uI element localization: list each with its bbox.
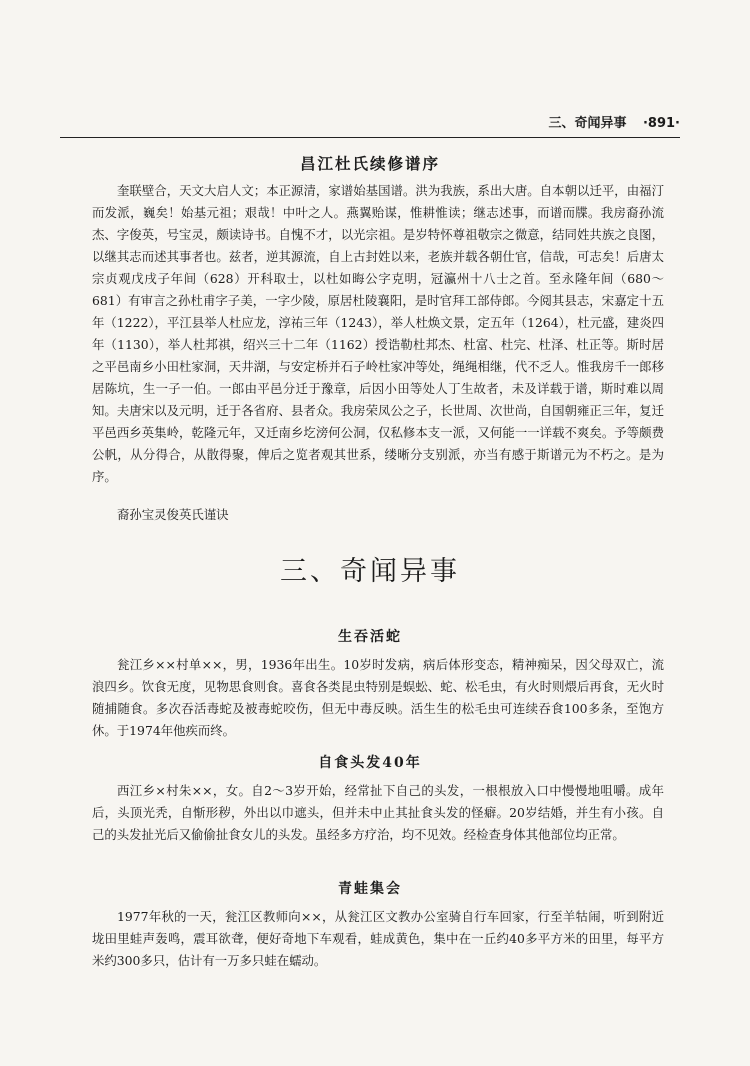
header-section-title: 三、奇闻异事 xyxy=(548,116,627,131)
header-rule xyxy=(60,137,680,138)
preface-signoff: 裔孙宝灵俊英氏谨诀 xyxy=(117,507,229,522)
story-title: 青蛙集会 xyxy=(338,881,402,897)
preface-title: 昌江杜氏续修谱序 xyxy=(299,154,440,173)
story-title: 自食头发40年 xyxy=(318,755,422,771)
story-body: 瓮江乡××村单××，男，1936年出生。10岁时发病，病后体形变态，精神痴呆，因父母双亡，流浪四乡。饮食无度，见物思食则食。喜食各类昆虫特别是蜈蚣、蛇、松毛虫，有火时则煨后再食，无火时随捕随食。多次吞活毒蛇及被毒蛇咬伤，但无中毒反映。活生生的松毛虫可连续吞食100多条，至饱方休。于1974年他疾而终。 xyxy=(92,657,664,738)
page-number: ·891· xyxy=(642,116,680,131)
running-header xyxy=(60,112,680,134)
story-title: 生吞活蛇 xyxy=(338,629,402,645)
chapter-title: 三、奇闻异事 xyxy=(280,556,460,587)
story-body: 1977年秋的一天，瓮江区教师向××，从瓮江区文教办公室骑自行车回家，行至羊牯闹，听到附近垅田里蛙声轰鸣，震耳欲聋，便好奇地下车观看，蛙成黄色，集中在一丘约40多平方米的田里，每平方米约300多只，估计有一万多只蛙在蠕动。 xyxy=(92,909,664,968)
preface-body: 奎联壁合，天文大启人文；本正源清，家谱始基国谱。洪为我族，系出大唐。自本朝以迁平，由福汀而发派，巍矣！始基元祖；艰哉！中叶之人。燕翼贻谋，惟耕惟读；继志述事，而谱而牒。我房裔孙流杰、字俊英，号宝灵，颇读诗书。自愧不才，以光宗祖。是岁特怀尊祖敬宗之微意，结同姓共族之良图，以继其志而述其事者也。兹者，逆其源流，自上古封姓以来，老族并载各朝仕官，信哉，可志矣！后唐太宗贞观戊戌子年间（628）开科取士，以杜如晦公字克明，冠瀛州十八士之首。至永隆年间（680～681）有审言之孙杜甫字子美，一字少陵，原居杜陵襄阳，是时官拜工部侍郎。今阅其县志，宋嘉定十五年（1222），平江县举人杜应龙，淳祐三年（1243），举人杜焕文景，定五年（1264），杜元盛，建炎四年（1130），举人杜邦祺，绍兴三十二年（1162）授诰勒杜邦杰、杜富、杜完、杜泽、杜正等。斯时居之平邑南乡小田杜家洞，天井湖，与安定桥并石子岭杜家冲等处，绳绳相继，代不乏人。惟我房千一郎移居陈坑，生一子一伯。一郎由平邑分迁于豫章，后因小田等处人丁生故者，未及详载于谱，斯时难以周知。夫唐宋以及元明，迁于各省府、县者众。我房荣凤公之子，长世周、次世尚，自国朝雍正三年，复迁平邑西乡英集岭，乾隆元年，又迁南乡圪滂何公洞，仅私修本支一派，又何能一一详载不爽矣。予等颇费公帆，从分得合，从散得聚，俾后之览者观其世系，缕晰分支别派，亦当有感于斯谱元为不朽之。是为序。 xyxy=(92,183,664,484)
story-body: 西江乡×村朱××，女。自2～3岁开始，经常扯下自己的头发，一根根放入口中慢慢地咀嚼。成年后，头顶光秃，自惭形秽，外出以巾遮头，但并未中止其扯食头发的怪癖。20岁结婚，并生有小孩。自己的头发扯光后又偷偷扯食女儿的头发。虽经多方疗治，均不见效。经检查身体其他部位均正常。 xyxy=(92,783,664,842)
